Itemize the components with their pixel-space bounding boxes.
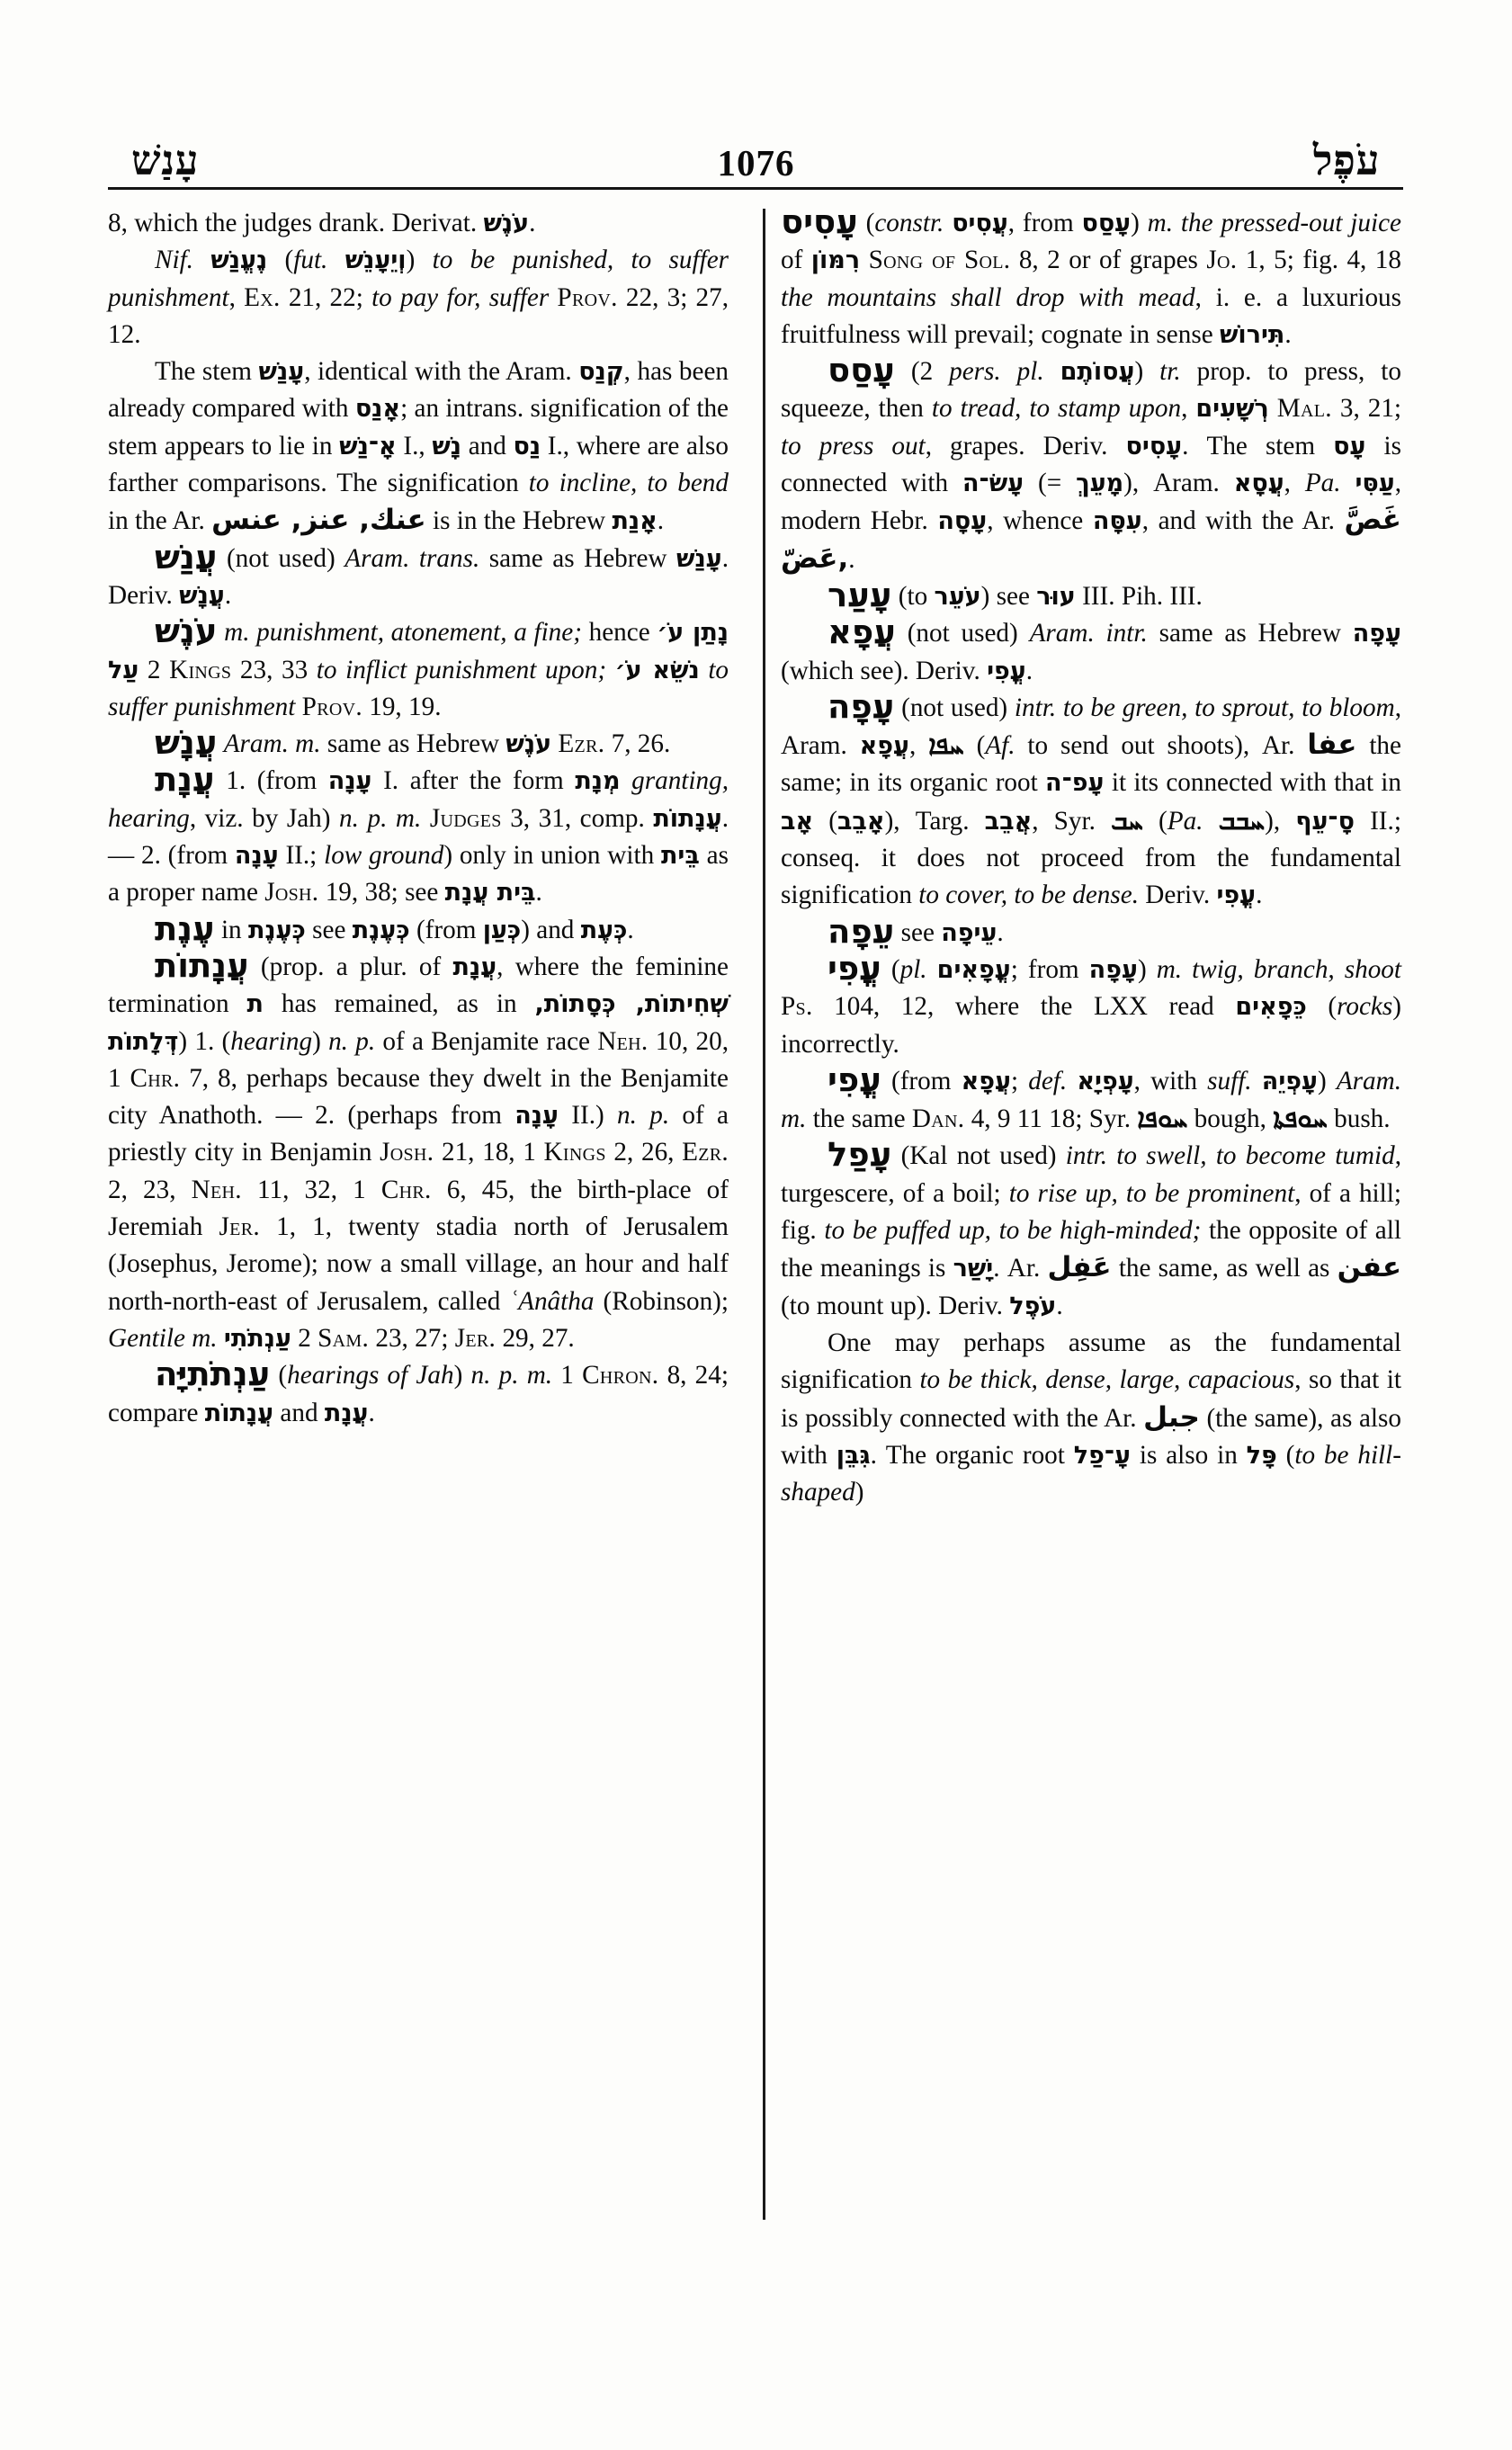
- running-head-left-headword: עָנַשׁ: [131, 138, 200, 183]
- dictionary-entry: עֹנֶשׁ m. punishment, atonement, a fine; hence נָתַן עֹ׳ עַל 2 Kings 23, 33 to inflict punishment upon; נֹשֵׂא עֹ׳ to suffer punishment Prov. 19, 19.: [108, 612, 729, 721]
- text-body: [108, 202, 1403, 2238]
- dictionary-entry: עָסַס (2 pers. pl. עֲסוֹתֶם) tr. prop. to press, to squeeze, then to tread, to stamp upon, רְשָׁעִים Mal. 3, 21; to press out, grapes. Deriv. עָסִיס. The stem עָס is connected with עָשׂ־ה (= מָעֵךְ), Aram. עֲסָא, Pa. עַסִּי, modern Hebr. עָסָה, whence עִסָּה, and with the Ar. غَصَّ ,عَضّ.: [781, 351, 1402, 575]
- dictionary-entry: עָפַל (Kal not used) intr. to swell, to become tumid, turgescere, of a boil; to rise up, to be prominent, of a hill; fig. to be puffed up, to be high-minded; the opposite of all the meanings is יָשַׁר. Ar. عَفِل the same, as well as عفن (to mount up). Deriv. עֹפֶל.: [781, 1135, 1401, 1320]
- dictionary-entry: עָסִיס (constr. עֲסִיס, from עָסַס) m. the pressed-out juice of רִמּוֹן Song of Sol. 8, 2 or of grapes Jo. 1, 5; fig. 4, 18 the mountains shall drop with mead, i. e. a luxurious fruitfulness will prevail; cognate in sense תִּירוֹשׁ.: [781, 202, 1401, 349]
- dictionary-entry: עֲפָא (not used) Aram. intr. same as Hebrew עָפָה (which see). Deriv. עֳפִי.: [781, 612, 1402, 685]
- dictionary-entry: עָעַר (to עֹעֵר) see עוּר III. Pih. III.: [828, 575, 1203, 614]
- header-rule: [108, 187, 1403, 190]
- dictionary-entry: עֲנַשׁ (not used) Aram. trans. same as Hebrew עָנַשׁ. Deriv. עֲנָשׁ.: [108, 537, 729, 610]
- dictionary-entry: עֳפִי (from עֲפָא; def. עָפְיָא, with suff. עָפְיֵהּ) Aram. m. the same Dan. 4, 9 11 18; Syr. ܚܘܦܐ bough, ܚܘܦܬܐ bush.: [781, 1060, 1402, 1134]
- dictionary-entry: עֶנֶת in כְּעֶנֶת see כְּעֶנֶת (from כְּעַן) and כְּעֶת.: [155, 908, 634, 948]
- dictionary-entry: The stem עָנַשׁ, identical with the Aram. קְנַס, has been already compared with אָנַס; an intrans. signification of the stem appears to lie in אָ־נַשׁ I., נָשׁ and נַס I., where are also farther comparisons. The signification to incline, to bend in the Ar. عنك, عنز, عنس is in the Hebrew אָנַת.: [108, 357, 729, 537]
- right-column: [748, 202, 1402, 2238]
- dictionary-entry: עַנְתֹתִיָּה (hearings of Jah) n. p. m. 1 Chron. 8, 24; compare עֲנָתוֹת and עֲנָת.: [108, 1355, 729, 1427]
- left-column: [108, 205, 748, 2238]
- dictionary-entry: עֵפָה see עֵיפָה.: [828, 911, 1004, 951]
- dictionary-entry: עֲנָת 1. (from עָנָה I. after the form מְנָת granting, hearing, viz. by Jah) n. p. m. Judges 3, 31, comp. עֲנָתוֹת. — 2. (from עָנָה II.; low ground) only in union with בֵּית as a proper name Josh. 19, 38; see בֵּית עֲנָת.: [108, 760, 729, 908]
- dictionary-entry: עֲנָשׁ Aram. m. same as Hebrew עֹנֶשׁ Ezr. 7, 26.: [155, 723, 671, 763]
- dictionary-entry: One may perhaps assume as the fundamental signification to be thick, dense, large, capacious, so that it is possibly connected with the Ar. جبل (the same), as also with גִּבֵּן. The organic root עָ־פַל is also in פָּל (to be hill-shaped): [781, 1328, 1401, 1507]
- dictionary-entry: Nif. נֶעֱנַשׁ (fut. וְיֵעָנֵשׁ) to be punished, to suffer punishment, Ex. 21, 22; to pay for, suffer Prov. 22, 3; 27, 12.: [108, 246, 729, 349]
- running-head: [108, 101, 1403, 182]
- running-head-right-headword: עֹפֶל: [1312, 138, 1380, 183]
- dictionary-entry: עָפָה (not used) intr. to be green, to sprout, to bloom, Aram. עֲפָא, ܚܦܐ (Af. to send out shoots), Ar. عفا the same; in its organic root עָפ־ה it its connected with that in אָב (אָבֵב), Targ. אֲבֵב, Syr. ܚܒ (Pa. ܚܒܒ), סָ־עֵף II.; conseq. it does not proceed from the fundamental signification to cover, to be dense. Deriv. עֳפִי.: [781, 686, 1401, 910]
- dictionary-entry: עֳפִי (pl. עֳפָאִים; from עָפָה) m. twig, branch, shoot Ps. 104, 12, where the LXX read כֵּפָאִים (rocks) incorrectly.: [781, 948, 1401, 1059]
- dictionary-entry: 8, which the judges drank. Derivat. עֹנֶשׁ.: [108, 209, 536, 237]
- page-number: 1076: [717, 142, 795, 183]
- dictionary-entry: עֲנָתוֹת (prop. a plur. of עֲנָת, where the feminine termination ת has remained, as in שְׁחִיתוֹת, כְּסָתוֹת, דְּלָתוֹת) 1. (hearing) n. p. of a Benjamite race Neh. 10, 20, 1 Chr. 7, 8, perhaps because they dwelt in the Benjamite city Anathoth. — 2. (perhaps from עָנָה II.) n. p. of a priestly city in Benjamin Josh. 21, 18, 1 Kings 2, 26, Ezr. 2, 23, Neh. 11, 32, 1 Chr. 6, 45, the birth-place of Jeremiah Jer. 1, 1, twenty stadia north of Jerusalem (Josephus, Jerome); now a small village, an hour and half north-north-east of Jerusalem, called ʿAnâtha (Robinson); Gentile m. עַנְתֹתִי 2 Sam. 23, 27; Jer. 29, 27.: [108, 945, 729, 1353]
